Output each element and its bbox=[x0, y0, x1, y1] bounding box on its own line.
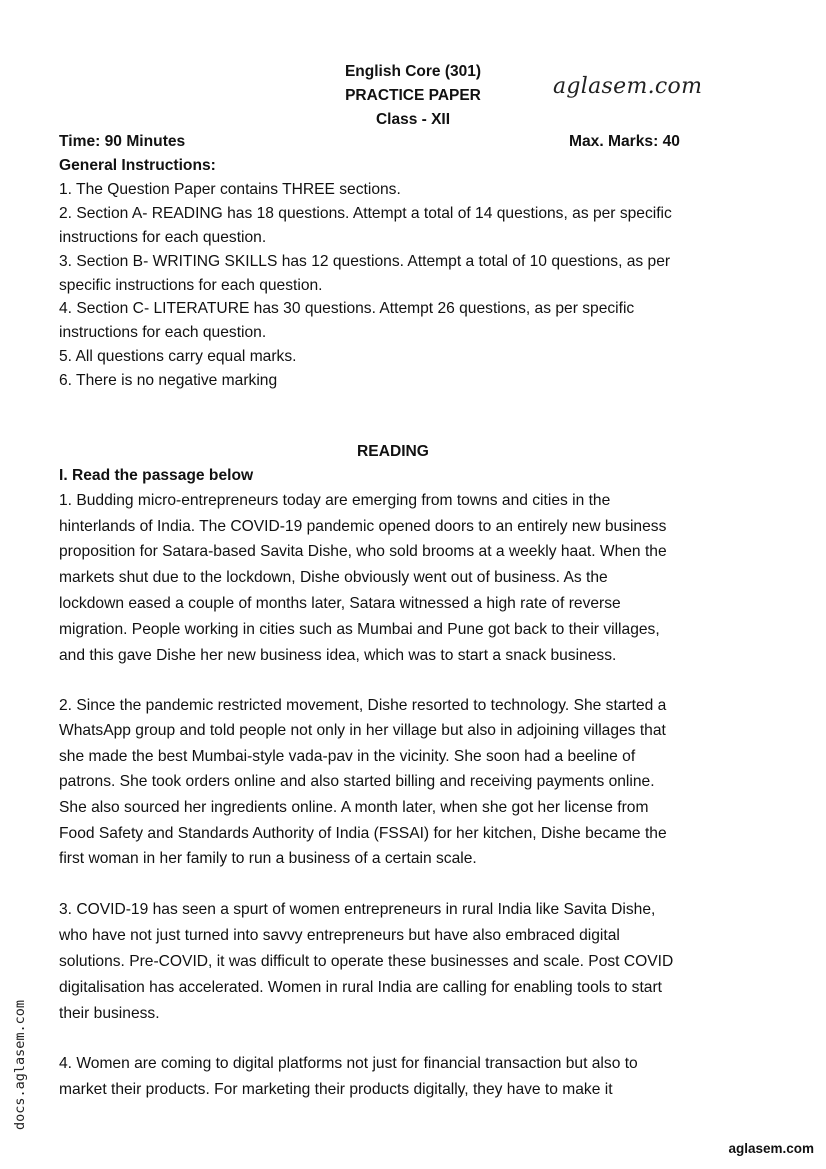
passage-line: markets shut due to the lockdown, Dishe obviously went out of business. As the bbox=[59, 569, 608, 586]
footer-watermark: aglasem.com bbox=[728, 1141, 814, 1156]
passage-line: proposition for Satara-based Savita Dishe, who sold brooms at a weekly haat. When the bbox=[59, 543, 667, 560]
passage-line: migration. People working in cities such as Mumbai and Pune got back to their villages, bbox=[59, 621, 660, 638]
passage-line: patrons. She took orders online and also started billing and receiving payments online. bbox=[59, 773, 655, 790]
paper-subject: English Core (301) bbox=[344, 63, 482, 80]
passage-line: solutions. Pre-COVID, it was difficult to operate these businesses and scale. Post COVID bbox=[59, 953, 674, 970]
passage-line: she made the best Mumbai-style vada-pav in the vicinity. She soon had a beeline of bbox=[59, 748, 636, 765]
passage-line: digitalisation has accelerated. Women in rural India are calling for enabling tools to start bbox=[59, 979, 663, 996]
side-watermark: docs.aglasem.com bbox=[12, 1000, 28, 1131]
question-heading: I. Read the passage below bbox=[59, 467, 254, 484]
instruction-line: specific instructions for each question. bbox=[59, 277, 323, 294]
aglasem-logo: aglasem.com bbox=[553, 74, 703, 99]
passage-line: WhatsApp group and told people not only in her village but also in adjoining villages that bbox=[59, 722, 666, 739]
passage-line: 2. Since the pandemic restricted movement, Dishe resorted to technology. She started a bbox=[59, 697, 667, 714]
section-title-reading: READING bbox=[357, 443, 429, 460]
instruction-line: 5. All questions carry equal marks. bbox=[59, 348, 297, 365]
passage-line: She also sourced her ingredients online. A month later, when she got her license from bbox=[59, 799, 649, 816]
instruction-line: 3. Section B- WRITING SKILLS has 12 questions. Attempt a total of 10 questions, as per bbox=[59, 253, 671, 270]
paper-class: Class - XII bbox=[375, 111, 451, 128]
passage-line: and this gave Dishe her new business idea, which was to start a snack business. bbox=[59, 647, 617, 664]
time-allowed: Time: 90 Minutes bbox=[59, 133, 186, 150]
instruction-line: instructions for each question. bbox=[59, 324, 267, 341]
instruction-line: 6. There is no negative marking bbox=[59, 372, 278, 389]
max-marks: Max. Marks: 40 bbox=[569, 133, 680, 150]
passage-line: who have not just turned into savvy entrepreneurs but have also embraced digital bbox=[59, 927, 620, 944]
passage-line: lockdown eased a couple of months later, Satara witnessed a high rate of reverse bbox=[59, 595, 621, 612]
passage-line: 1. Budding micro-entrepreneurs today are emerging from towns and cities in the bbox=[59, 492, 611, 509]
passage-line: market their products. For marketing their products digitally, they have to make it bbox=[59, 1081, 613, 1098]
passage-line: first woman in her family to run a business of a certain scale. bbox=[59, 850, 477, 867]
instruction-line: instructions for each question. bbox=[59, 229, 267, 246]
instruction-line: 4. Section C- LITERATURE has 30 questions. Attempt 26 questions, as per specific bbox=[59, 300, 635, 317]
passage-line: 4. Women are coming to digital platforms not just for financial transaction but also to bbox=[59, 1055, 638, 1072]
instructions-heading: General Instructions: bbox=[59, 157, 216, 174]
instruction-line: 2. Section A- READING has 18 questions. Attempt a total of 14 questions, as per specific bbox=[59, 205, 672, 222]
paper-type: PRACTICE PAPER bbox=[345, 87, 481, 104]
passage-line: their business. bbox=[59, 1005, 160, 1022]
passage-line: Food Safety and Standards Authority of India (FSSAI) for her kitchen, Dishe became the bbox=[59, 825, 667, 842]
passage-line: hinterlands of India. The COVID-19 pandemic opened doors to an entirely new business bbox=[59, 518, 667, 535]
instruction-line: 1. The Question Paper contains THREE sections. bbox=[59, 181, 401, 198]
passage-line: 3. COVID-19 has seen a spurt of women entrepreneurs in rural India like Savita Dishe, bbox=[59, 901, 656, 918]
